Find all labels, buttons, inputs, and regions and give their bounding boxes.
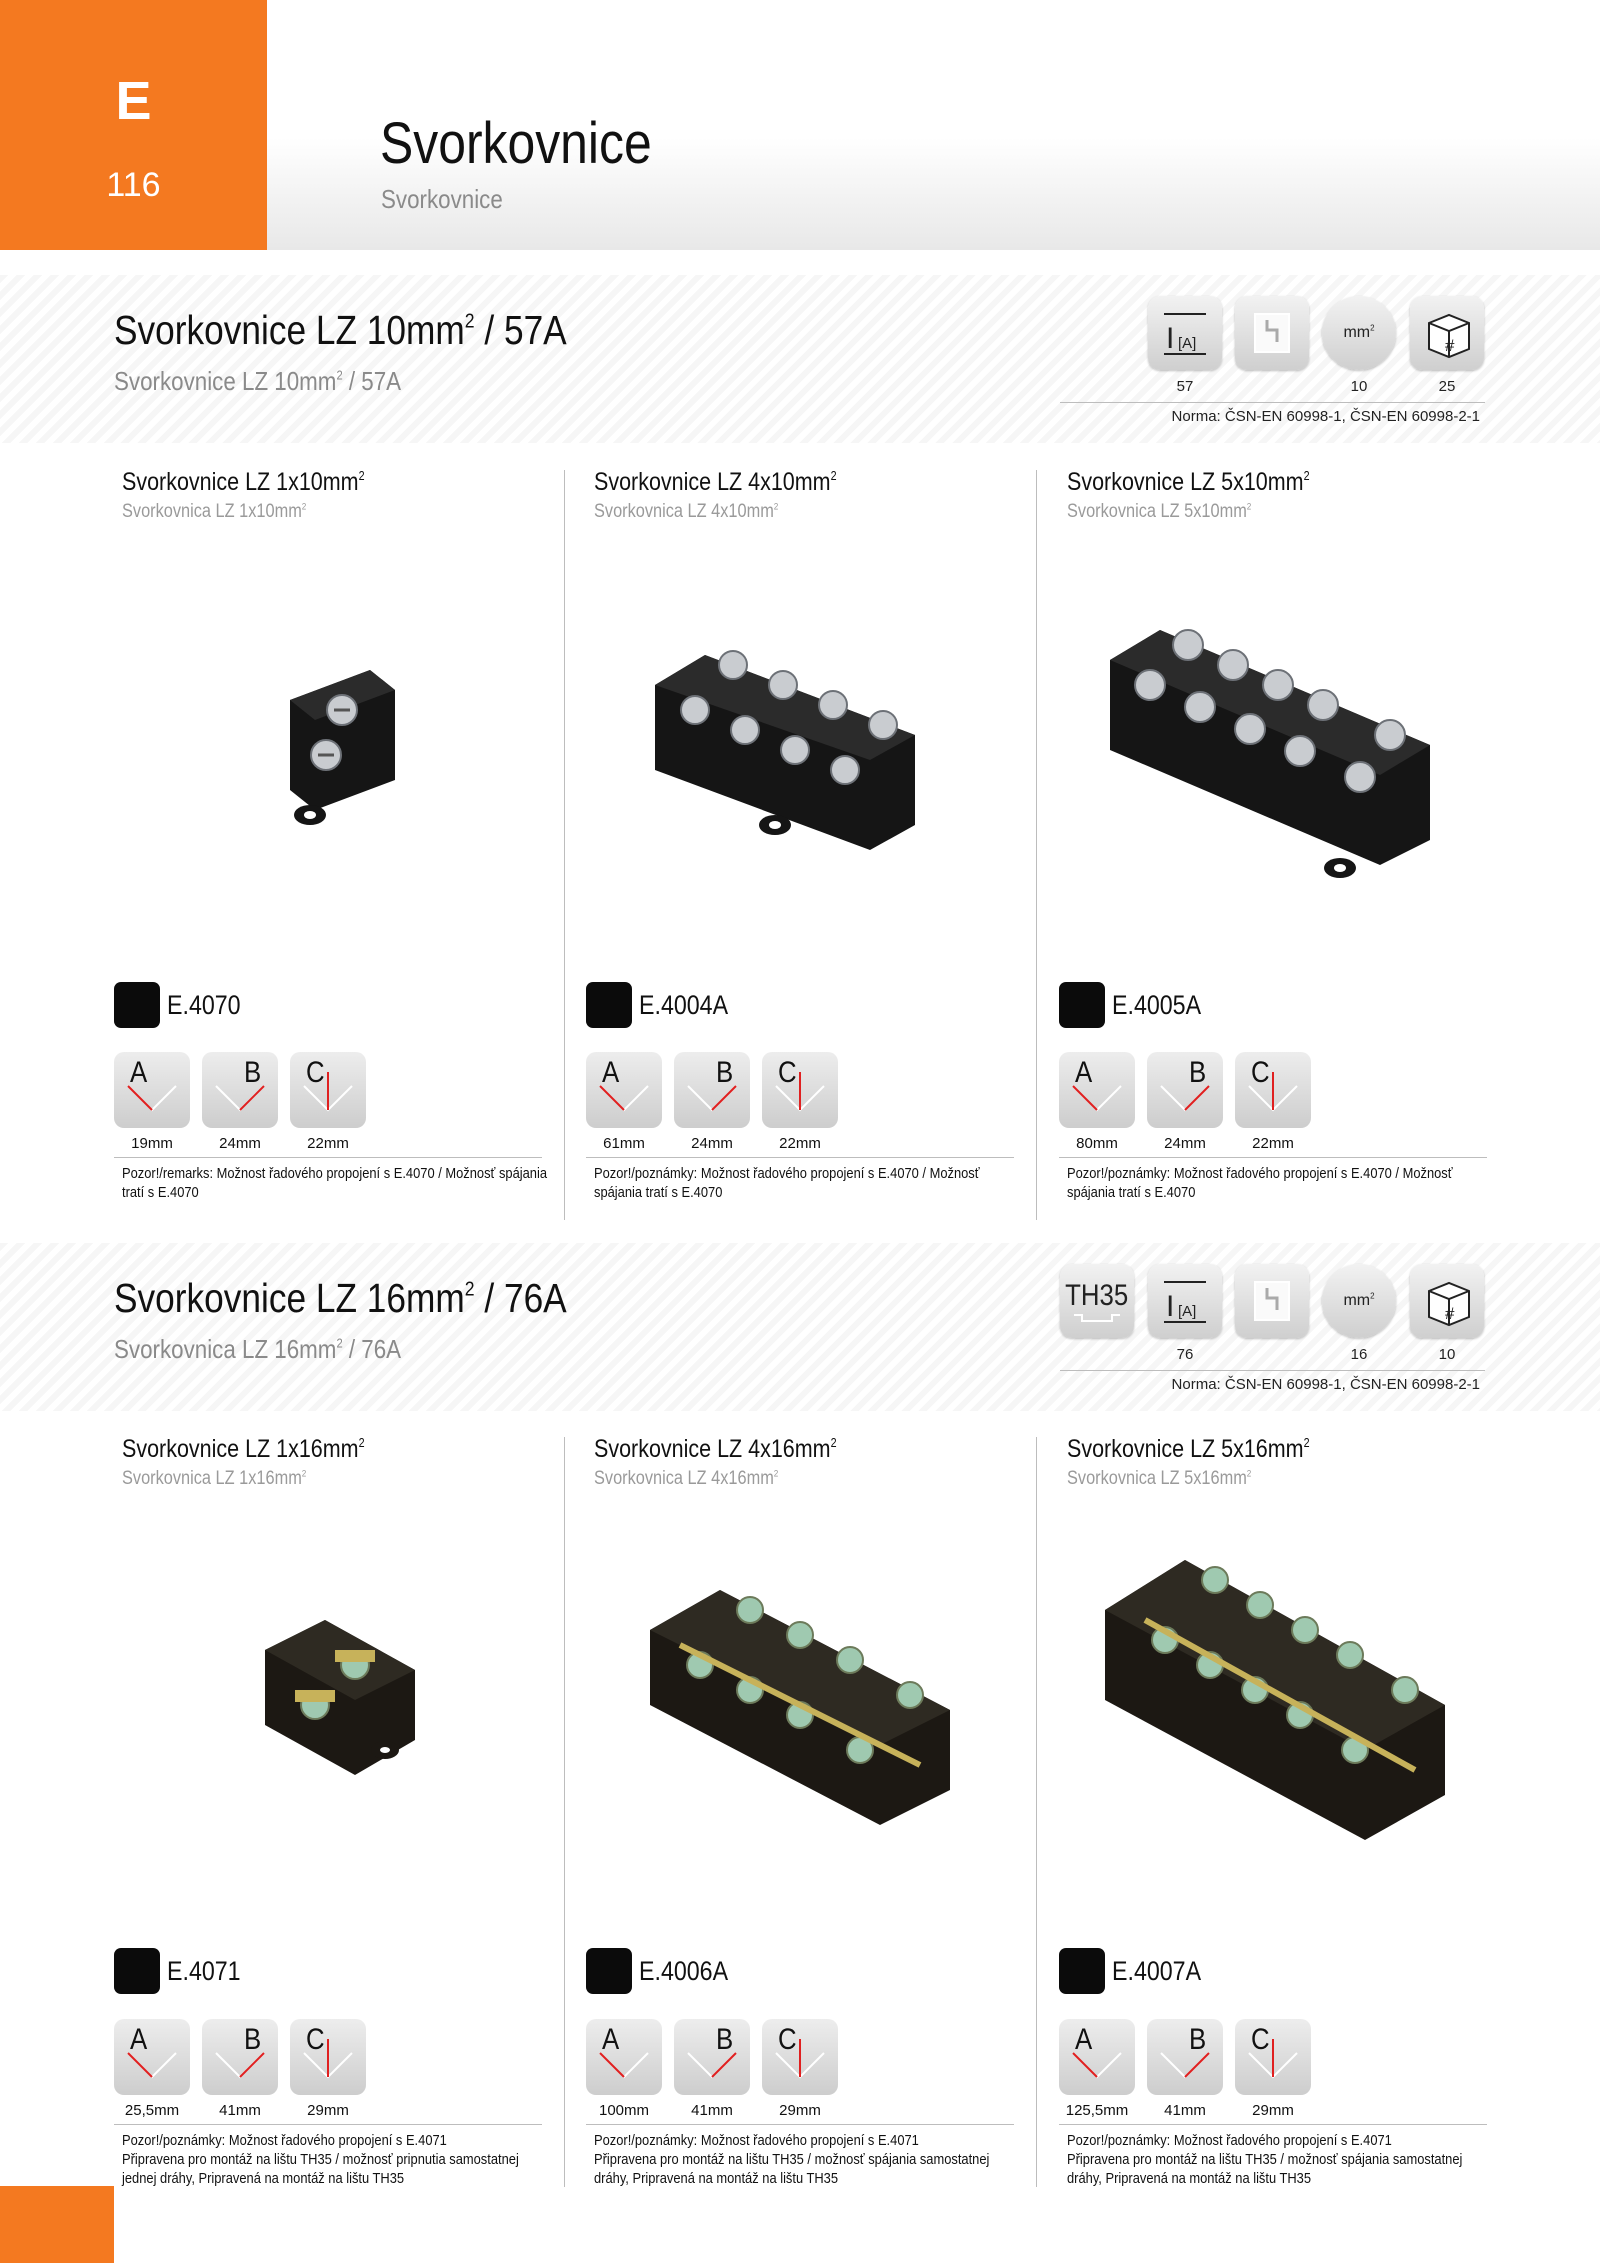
dimension-a-value: 61mm	[603, 1135, 645, 1152]
page-title: Svorkovnice	[380, 111, 652, 176]
section-subtitle: Svorkovnica LZ $16mm^2 / 76A$	[114, 1334, 402, 1364]
product-note: Pozor!/poznámky: Možnost řadového propojení s E.4071 Připravena pro montáž na lištu TH35 / možnosť pripnutia samostatnej jednej dráhy, Pripravená na montáž na lištu TH35	[122, 2132, 519, 2187]
color-swatch-black	[586, 982, 632, 1028]
svg-text:[A]: [A]	[1178, 1303, 1197, 1320]
product-name: Svorkovnice LZ $1x16mm^2$	[122, 1435, 365, 1463]
product-note: Pozor!/remarks: Možnost řadového propojení s E.4070 / Možnosť spájania tratí s E.4070	[122, 1165, 548, 1201]
dimension-b-icon: B	[1147, 1052, 1223, 1128]
dimension-a-value: 19mm	[131, 1135, 173, 1152]
dimension-b-value: 24mm	[219, 1135, 261, 1152]
corner-accent	[0, 2186, 114, 2263]
column-divider	[1036, 470, 1037, 1220]
product-name-sk: Svorkovnica LZ $1x10mm^2$	[122, 501, 307, 522]
svg-text:#: #	[1445, 336, 1455, 355]
din-rail-icon: TH35	[1060, 1264, 1134, 1338]
dimension-b-value: 24mm	[1164, 1135, 1206, 1152]
product-code: E.4070	[167, 990, 241, 1020]
product-image-terminal-block	[640, 1570, 960, 1830]
dimension-b-value: 41mm	[1164, 2102, 1206, 2119]
dimension-b-icon: B	[674, 2019, 750, 2095]
product-code: E.4071	[167, 1956, 241, 1986]
color-swatch-black	[114, 982, 160, 1028]
dimension-c-icon: C	[762, 1052, 838, 1128]
dimension-a-icon: A	[1059, 1052, 1135, 1128]
svg-text:[A]: [A]	[1178, 335, 1197, 352]
cross-section-value: 10	[1350, 378, 1368, 395]
dimension-a-icon: A	[586, 1052, 662, 1128]
product-name: Svorkovnice LZ $5x16mm^2$	[1067, 1435, 1310, 1463]
product-image-terminal-block	[270, 660, 410, 830]
cross-section-icon: $mm^2$	[1322, 296, 1396, 370]
divider	[1059, 2124, 1487, 2125]
dimension-c-value: 22mm	[779, 1135, 821, 1152]
divider	[1060, 1370, 1485, 1371]
page-subtitle: Svorkovnice	[381, 184, 503, 214]
dimension-a-icon: A	[1059, 2019, 1135, 2095]
product-name-sk: Svorkovnica LZ $4x10mm^2$	[594, 501, 779, 522]
dimension-a-icon: A	[586, 2019, 662, 2095]
svg-text:I: I	[1166, 322, 1175, 355]
package-value: 10	[1438, 1346, 1456, 1363]
current-rating-icon	[1148, 296, 1222, 370]
product-name-sk: Svorkovnica LZ $5x10mm^2$	[1067, 501, 1252, 522]
mounting-icon	[1235, 296, 1309, 370]
product-image-terminal-block	[645, 625, 925, 855]
divider	[114, 2124, 542, 2125]
dimension-a-value: 125,5mm	[1065, 2102, 1129, 2119]
dimension-a-value: 100mm	[598, 2102, 650, 2119]
dimension-b-icon: B	[202, 2019, 278, 2095]
cross-section-value: 16	[1350, 1346, 1368, 1363]
product-name: Svorkovnice LZ $1x10mm^2$	[122, 468, 365, 496]
product-name-sk: Svorkovnica LZ $4x16mm^2$	[594, 1468, 779, 1489]
mounting-icon	[1235, 1264, 1309, 1338]
dimension-b-icon: B	[202, 1052, 278, 1128]
dimension-b-value: 41mm	[219, 2102, 261, 2119]
section-subtitle: Svorkovnice LZ $10mm^2 / 57A$	[114, 366, 402, 396]
dimension-c-value: 22mm	[307, 1135, 349, 1152]
product-note: Pozor!/poznámky: Možnost řadového propojení s E.4071 Připravena pro montáž na lištu TH35 / možnosť spájania samostatnej dráhy, Pripravená na montáž na lištu TH35	[1067, 2132, 1463, 2187]
product-name: Svorkovnice LZ $4x16mm^2$	[594, 1435, 837, 1463]
norma-text: Norma: ČSN-EN 60998-1, ČSN-EN 60998-2-1	[1171, 1376, 1480, 1393]
dimension-b-icon: B	[1147, 2019, 1223, 2095]
package-value: 25	[1438, 378, 1456, 395]
current-rating-icon	[1148, 1264, 1222, 1338]
divider	[586, 1157, 1014, 1158]
product-note: Pozor!/poznámky: Možnost řadového propojení s E.4070 / Možnosť spájania tratí s E.4070	[594, 1165, 980, 1201]
dimension-a-value: 25,5mm	[124, 2102, 180, 2119]
dimension-c-value: 29mm	[779, 2102, 821, 2119]
product-note: Pozor!/poznámky: Možnost řadového propojení s E.4070 / Možnosť spájania tratí s E.4070	[1067, 1165, 1453, 1201]
section-title: Svorkovnice LZ $10mm^2 / 57A$	[114, 307, 567, 353]
product-code: E.4006A	[639, 1956, 729, 1986]
product-name: Svorkovnice LZ $4x10mm^2$	[594, 468, 837, 496]
divider	[114, 1157, 542, 1158]
cross-section-icon: $mm^2$	[1322, 1264, 1396, 1338]
svg-text:#: #	[1445, 1304, 1455, 1323]
product-name-sk: Svorkovnica LZ $1x16mm^2$	[122, 1468, 307, 1489]
dimension-a-icon: A	[114, 2019, 190, 2095]
divider	[586, 2124, 1014, 2125]
product-note: Pozor!/poznámky: Možnost řadového propojení s E.4071 Připravena pro montáž na lištu TH35 / možnosť spájania samostatnej dráhy, Pripravená na montáž na lištu TH35	[594, 2132, 990, 2187]
column-divider	[1036, 1437, 1037, 2187]
dimension-a-icon: A	[114, 1052, 190, 1128]
divider	[1060, 402, 1485, 403]
column-divider	[564, 470, 565, 1220]
norma-text: Norma: ČSN-EN 60998-1, ČSN-EN 60998-2-1	[1171, 408, 1480, 425]
package-box-icon	[1410, 1264, 1484, 1338]
product-name-sk: Svorkovnica LZ $5x16mm^2$	[1067, 1468, 1252, 1489]
dimension-c-value: 29mm	[1252, 2102, 1294, 2119]
color-swatch-black	[1059, 982, 1105, 1028]
dimension-b-value: 41mm	[691, 2102, 733, 2119]
package-box-icon	[1410, 296, 1484, 370]
color-swatch-black	[586, 1948, 632, 1994]
color-swatch-black	[1059, 1948, 1105, 1994]
product-code: E.4004A	[639, 990, 729, 1020]
divider	[1059, 1157, 1487, 1158]
dimension-c-icon: C	[290, 2019, 366, 2095]
color-swatch-black	[114, 1948, 160, 1994]
dimension-c-icon: C	[1235, 2019, 1311, 2095]
dimension-c-icon: C	[290, 1052, 366, 1128]
current-value: 57	[1176, 378, 1194, 395]
svg-text:I: I	[1166, 1290, 1175, 1323]
dimension-c-icon: C	[762, 2019, 838, 2095]
product-image-terminal-block	[255, 1610, 425, 1785]
product-code: E.4007A	[1112, 1956, 1202, 1986]
dimension-c-value: 22mm	[1252, 1135, 1294, 1152]
product-image-terminal-block	[1095, 1540, 1455, 1860]
current-value: 76	[1176, 1346, 1194, 1363]
product-code: E.4005A	[1112, 990, 1202, 1020]
page-number: 116	[106, 166, 161, 204]
product-image-terminal-block	[1100, 610, 1440, 890]
product-name: Svorkovnice LZ $5x10mm^2$	[1067, 468, 1310, 496]
dimension-b-icon: B	[674, 1052, 750, 1128]
section-title: Svorkovnice LZ $16mm^2 / 76A$	[114, 1275, 567, 1321]
dimension-c-value: 29mm	[307, 2102, 349, 2119]
column-divider	[564, 1437, 565, 2187]
dimension-a-value: 80mm	[1076, 1135, 1118, 1152]
category-letter: E	[115, 71, 152, 131]
dimension-b-value: 24mm	[691, 1135, 733, 1152]
dimension-c-icon: C	[1235, 1052, 1311, 1128]
